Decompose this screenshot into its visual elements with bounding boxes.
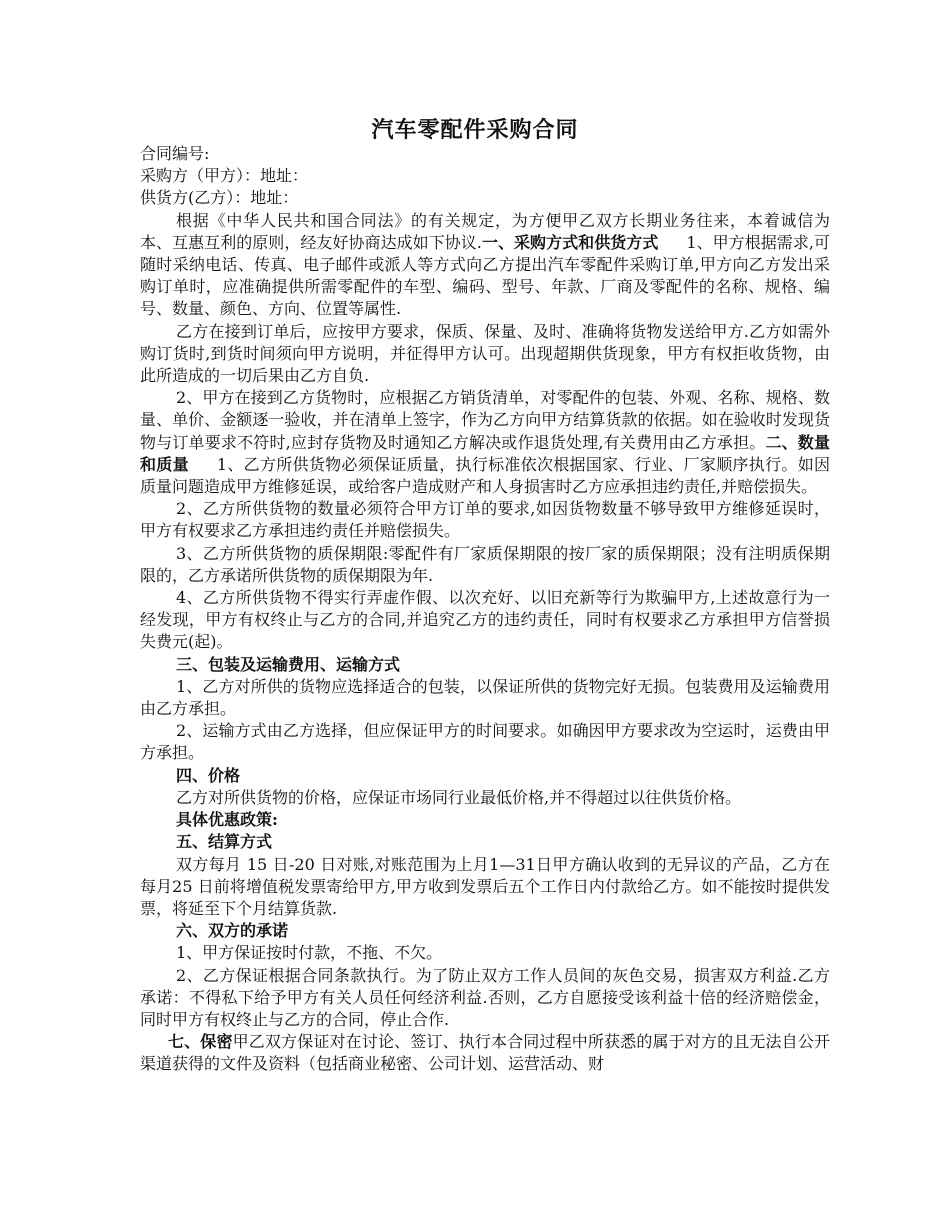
section-heading: 三、包装及运输费用、运输方式	[176, 654, 401, 674]
supplier-line: 供货方(乙方）：地址：	[140, 188, 299, 208]
paragraph-text: 甲乙双方保证对在讨论、签订、执行本合同过程中所获悉的属于对方的且无法自公开渠道获得的文件及资料（包括商业秘密、公司计划、运营活动、财	[140, 1032, 830, 1074]
paragraph	[140, 1031, 830, 1075]
paragraph	[140, 387, 830, 498]
paragraph: 1、甲方保证按时付款，不拖、不欠。	[176, 943, 443, 963]
paragraph: 1、乙方对所供的货物应选择适合的包装，以保证所供的货物完好无损。包装费用及运输费用由乙方承担。	[140, 676, 830, 719]
section-heading: 四、价格	[176, 765, 241, 785]
paragraph	[140, 210, 830, 321]
intro-text: 根据《中华人民共和国合同法》的有关规定，为方便甲乙双方长期业务往来，本着诚信为本、互惠互利的原则，经友好协商达成如下协议.	[140, 210, 830, 252]
paragraph-text: 1、甲方根据需求,可随时采纳电话、传真、电子邮件或派人等方式向乙方提出汽车零配件采购订单,甲方向乙方发出采购订单时，应准确提供所需零配件的车型、编码、型号、年款、厂商及零配件的名称、规格、编号、数量、颜色、方向、位置等属性.	[140, 232, 830, 319]
section-heading: 七、保密	[168, 1032, 233, 1052]
document-title: 汽车零配件采购合同	[371, 117, 579, 143]
paragraph: 2、乙方所供货物的数量必须符合甲方订单的要求,如因货物数量不够导致甲方维修延误时，甲方有权要求乙方承担违约责任并赔偿损失。	[140, 499, 830, 541]
section-heading: 二、数量和质量	[140, 432, 830, 474]
paragraph-text: 2、甲方在接到乙方货物时，应根据乙方销货清单，对零配件的包装、外观、名称、规格、数量、单价、金额逐一验收，并在清单上签字，作为乙方向甲方结算货款的依据。如在验收时发现货物与订单要求不符时,应封存货物及时通知乙方解决或作退货处理,有关费用由乙方承担。	[140, 388, 830, 452]
document-body	[140, 143, 830, 1076]
paragraph: 2、乙方保证根据合同条款执行。为了防止双方工作人员间的灰色交易，损害双方利益.乙方承诺：不得私下给予甲方有关人员任何经济利益.否则，乙方自愿接受该利益十倍的经济赔偿金，同时甲方有权终止与乙方的合同，停止合作.	[140, 965, 830, 1029]
paragraph: 乙方在接到订单后，应按甲方要求，保质、保量、及时、准确将货物发送给甲方.乙方如需外购订货时,到货时间须向甲方说明，并征得甲方认可。出现超期供货现象，甲方有权拒收货物，由此所造成的一切后果由乙方自负.	[140, 321, 830, 386]
paragraph: 双方每月 15 日-20 日对账,对账范围为上月1—31日甲方确认收到的无异议的产品，乙方在每月25 日前将增值税发票寄给甲方,甲方收到发票后五个工作日内付款给乙方。如不能按时提供发票，将延至下个月结算货款.	[140, 854, 830, 918]
section-heading: 五、结算方式	[176, 832, 273, 852]
section-heading: 一、采购方式和供货方式	[481, 232, 659, 252]
paragraph: 3、乙方所供货物的质保期限:零配件有厂家质保期限的按厂家的质保期限；没有注明质保期限的，乙方承诺所供货物的质保期限为年.	[140, 543, 830, 585]
contract-number-line: 合同编号:	[140, 144, 210, 163]
paragraph: 4、乙方所供货物不得实行弄虚作假、以次充好、以旧充新等行为欺骗甲方,上述故意行为一经发现，甲方有权终止与乙方的合同,并追究乙方的违约责任，同时有权要求乙方承担甲方信誉损失费元(起)。	[140, 588, 830, 652]
paragraph: 乙方对所供货物的价格，应保证市场同行业最低价格,并不得超过以往供货价格。	[176, 787, 742, 807]
buyer-line: 采购方（甲方）：地址：	[140, 166, 309, 186]
section-heading: 六、双方的承诺	[176, 921, 289, 941]
policy-label: 具体优惠政策:	[176, 810, 278, 830]
paragraph-text: 1、乙方所供货物必须保证质量，执行标准依次根据国家、行业、厂家顺序执行。如因质量问题造成甲方维修延误，或给客户造成财产和人身损害时乙方应承担违约责任,并赔偿损失。	[140, 454, 830, 497]
paragraph: 2、运输方式由乙方选择，但应保证甲方的时间要求。如确因甲方要求改为空运时，运费由甲方承担。	[140, 721, 830, 763]
